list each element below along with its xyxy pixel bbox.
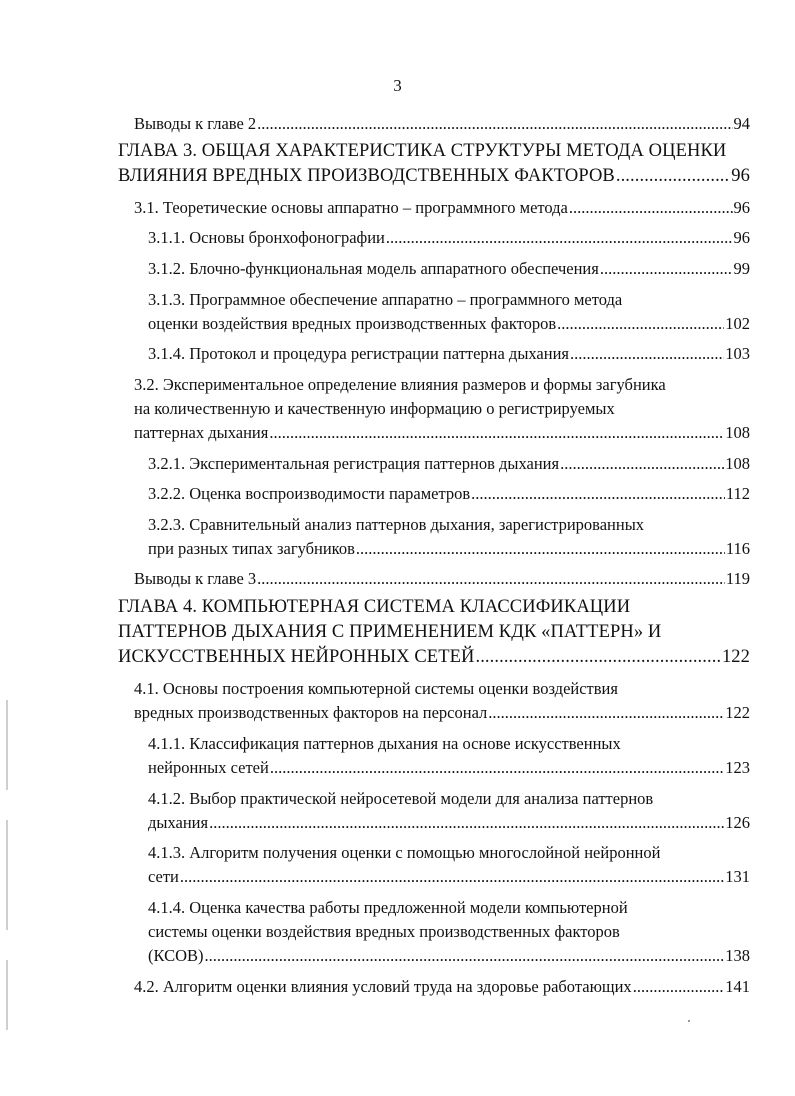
toc-entry-3-2	[134, 373, 750, 445]
toc-entry-title: ПАТТЕРНОВ ДЫХАНИЯ С ПРИМЕНЕНИЕМ КДК «ПАТТЕРН» И	[118, 622, 662, 642]
toc-page-number: 94	[733, 114, 750, 133]
dot-leader	[616, 164, 730, 189]
toc-line	[148, 944, 750, 968]
dot-leader	[257, 112, 732, 136]
dot-leader	[180, 865, 724, 889]
toc-entry-3-2-3	[148, 513, 750, 561]
toc-entry-title: (КСОВ)	[148, 946, 204, 965]
toc-entry-title: ГЛАВА 3. ОБЩАЯ ХАРАКТЕРИСТИКА СТРУКТУРЫ МЕТОДА ОЦЕНКИ	[118, 141, 727, 161]
dot-leader	[269, 421, 724, 445]
toc-entry-4-1-3	[148, 841, 750, 889]
toc-page-number: 119	[725, 569, 750, 588]
toc-page-number: 131	[725, 867, 750, 886]
toc-page-number: 96	[731, 166, 750, 186]
toc-line	[148, 811, 750, 835]
toc-entry-3-2-1	[148, 452, 750, 476]
toc-entry-3-2-2	[148, 482, 750, 506]
toc-entry-title: сети	[148, 867, 179, 886]
toc-page-number: 126	[725, 813, 750, 832]
toc-entry-title: ГЛАВА 4. КОМПЬЮТЕРНАЯ СИСТЕМА КЛАССИФИКАЦИИ	[118, 597, 631, 617]
toc-page-number: 116	[725, 539, 750, 558]
toc-page-number: 102	[725, 314, 750, 333]
toc-page-number: 108	[725, 423, 750, 442]
toc-line	[134, 112, 750, 136]
toc-line	[148, 537, 750, 561]
toc-line	[148, 482, 750, 506]
toc-entry-title: вредных производственных факторов на персонал	[134, 703, 488, 722]
toc-entry-3-1-2	[148, 257, 750, 281]
dot-leader	[633, 975, 725, 999]
toc-entry-4-1-4	[148, 896, 750, 968]
toc-page-number: 123	[725, 758, 750, 777]
toc-line	[148, 257, 750, 281]
toc-line	[134, 567, 750, 591]
toc-entry-title: 4.1.2. Выбор практической нейросетевой модели для анализа паттернов	[148, 789, 654, 808]
dot-leader	[560, 452, 724, 476]
toc-line	[118, 645, 750, 670]
dot-leader	[570, 342, 724, 366]
toc-line	[134, 975, 750, 999]
toc-line	[118, 164, 750, 189]
toc-entry-chapter-3	[118, 139, 750, 189]
toc-page-number: 112	[725, 484, 750, 503]
dot-leader	[386, 226, 733, 250]
toc-entry-title: нейронных сетей	[148, 758, 269, 777]
toc-page-number: 103	[725, 344, 750, 363]
toc-page-number: 108	[725, 454, 750, 473]
dot-leader	[205, 944, 725, 968]
toc-line	[148, 756, 750, 780]
scan-artifact	[6, 820, 8, 930]
toc-line	[148, 452, 750, 476]
toc-entry-title: 4.2. Алгоритм оценки влияния условий труда на здоровье работающих	[134, 977, 632, 996]
toc-entry-title: Выводы к главе 2	[134, 114, 257, 133]
toc-entry-title: на количественную и качественную информацию о регистрируемых	[134, 399, 615, 418]
toc-line	[134, 701, 750, 725]
toc-entry-title: 3.2.2. Оценка воспроизводимости параметров	[148, 484, 471, 503]
toc-page-number: 99	[733, 259, 750, 278]
toc-entry-title: 3.2. Экспериментальное определение влияния размеров и формы загубника	[134, 375, 666, 394]
dot-leader	[569, 196, 733, 220]
toc-entry-3-1-3	[148, 288, 750, 336]
dot-leader	[356, 537, 725, 561]
toc-entry-title: ВЛИЯНИЯ ВРЕДНЫХ ПРОИЗВОДСТВЕННЫХ ФАКТОРОВ	[118, 166, 615, 186]
toc-entry-title: системы оценки воздействия вредных производственных факторов	[148, 922, 620, 941]
toc-entry-3-1	[134, 196, 750, 220]
dot-leader	[270, 756, 724, 780]
toc-entry-4-2	[134, 975, 750, 999]
toc-page-number: 96	[733, 198, 750, 217]
toc-entry-title: 3.1. Теоретические основы аппаратно – программного метода	[134, 198, 568, 217]
toc-entry-title: 3.2.1. Экспериментальная регистрация паттернов дыхания	[148, 454, 560, 473]
page-number: 3	[393, 76, 402, 95]
toc-entry-title: при разных типах загубников	[148, 539, 355, 558]
dot-leader	[471, 482, 725, 506]
toc-page-number: 138	[725, 946, 750, 965]
toc-entry-title: оценки воздействия вредных производственных факторов	[148, 314, 557, 333]
toc-entry-title: 3.2.3. Сравнительный анализ паттернов дыхания, зарегистрированных	[148, 515, 645, 534]
toc-page-number: 122	[725, 703, 750, 722]
toc-entry-title: 3.1.3. Программное обеспечение аппаратно – программного метода	[148, 290, 623, 309]
scan-artifact	[6, 960, 8, 1030]
toc-line	[148, 865, 750, 889]
toc-page-number: 96	[733, 228, 750, 247]
toc-entry-title: 3.1.2. Блочно-функциональная модель аппаратного обеспечения	[148, 259, 599, 278]
toc-page-number: 122	[721, 647, 750, 667]
toc-entry-4-1	[134, 677, 750, 725]
toc-entry-3-1-4	[148, 342, 750, 366]
toc-entry-title: 4.1. Основы построения компьютерной системы оценки воздействия	[134, 679, 618, 698]
toc-entry-chapter-4	[118, 595, 750, 670]
dot-leader	[557, 312, 724, 336]
toc-entry-conclusions-ch3	[134, 567, 750, 591]
scan-speck	[688, 1020, 690, 1022]
toc-line	[148, 312, 750, 336]
toc-entry-title: ИСКУССТВЕННЫХ НЕЙРОННЫХ СЕТЕЙ	[118, 647, 475, 667]
dot-leader	[209, 811, 724, 835]
toc-entry-title: паттернах дыхания	[134, 423, 269, 442]
toc-page-number: 141	[725, 977, 750, 996]
toc-entry-3-1-1	[148, 226, 750, 250]
toc-line	[148, 226, 750, 250]
toc-entry-4-1-1	[148, 732, 750, 780]
toc-entry-title: 4.1.1. Классификация паттернов дыхания на основе искусственных	[148, 734, 621, 753]
toc-entry-title: Выводы к главе 3	[134, 569, 257, 588]
toc-line	[148, 342, 750, 366]
toc-entry-title: 3.1.4. Протокол и процедура регистрации паттерна дыхания	[148, 344, 570, 363]
dot-leader	[475, 645, 720, 670]
toc-entry-title: 4.1.4. Оценка качества работы предложенной модели компьютерной	[148, 898, 628, 917]
scan-artifact	[6, 700, 8, 790]
toc-entry-title: 4.1.3. Алгоритм получения оценки с помощью многослойной нейронной	[148, 843, 661, 862]
toc-line	[134, 421, 750, 445]
dot-leader	[600, 257, 733, 281]
toc-entry-title: дыхания	[148, 813, 209, 832]
dot-leader	[257, 567, 725, 591]
toc-entry-title: 3.1.1. Основы бронхофонографии	[148, 228, 385, 247]
toc-line	[134, 196, 750, 220]
toc-entry-4-1-2	[148, 787, 750, 835]
toc-entry-conclusions-ch2	[134, 112, 750, 136]
dot-leader	[488, 701, 724, 725]
